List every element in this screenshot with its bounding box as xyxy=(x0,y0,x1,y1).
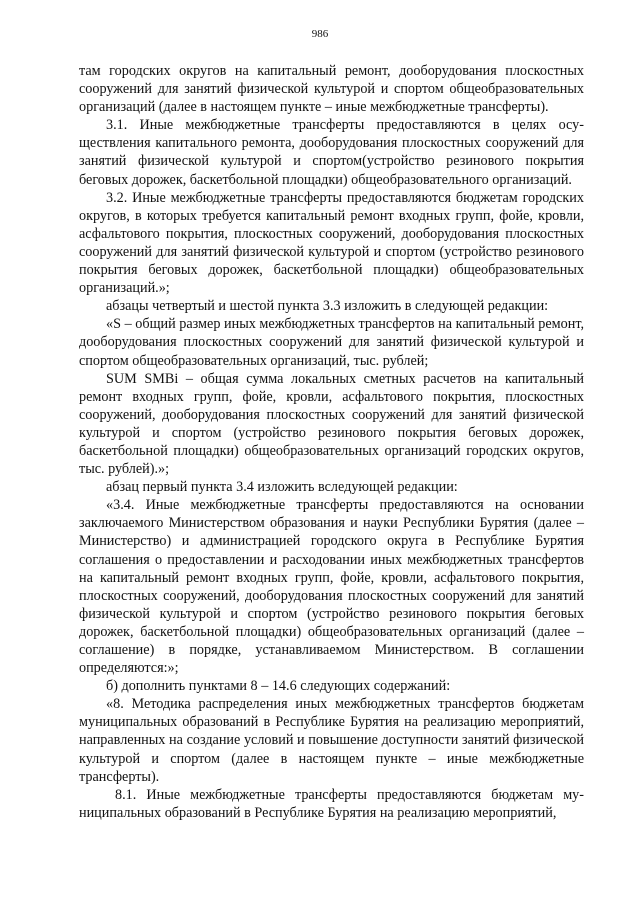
paragraph-3-4: «3.4. Иные межбюджетные трансферты предоставляются на основании заключаемого Министерством образования и науки Республики Бурятия (далее – Министерство) и администрацией городского округа в Республике Бурятия соглашения о предоставлении и расходовании иных межбюджетных трансфертов на капитальный ремонт входных групп, фойе, кровли, асфальтового покрытия, плоскостных сооружений, дооборудования плоскостных сооружений для занятий физической культурой и спортом (устройство резинового покрытия беговых дорожек, баскетбольной площадки) общеобразовательных организаций (далее – соглашение) в порядке, устанавливаемом Министерством. В соглашении определяются:»; xyxy=(79,497,584,677)
paragraph-8-1: 8.1. Иные межбюджетные трансферты предоставляются бюджетам муниципальных образований в Республике Бурятия на реализацию мероприятий, xyxy=(79,786,584,821)
paragraph-3-2: 3.2. Иные межбюджетные трансферты предоставляются бюджетам городских округов, в которых требуется капитальный ремонт входных групп, фойе, кровли, асфальтового покрытия, плоскостных сооружений, дооборудования плоскостных сооружений для занятий физической культурой и спортом (устройство резинового покрытия беговых дорожек, баскетбольной площадки) общеобразовательных организаций.»; xyxy=(79,189,584,297)
paragraph-amend-3-3: абзацы четвертый и шестой пункта 3.3 изложить в следующей редакции: xyxy=(106,298,549,315)
paragraph-sum-smbi-definition: SUM SMBi – общая сумма локальных сметных расчетов на капитальный ремонт входных групп, фойе, кровли, асфальтового покрытия, плоскостных сооружений, дооборудования плоскостных сооружений для занятий физической культурой и спортом (устройство резинового покрытия беговых дорожек, баскетбольной площадки) общеобразовательных организаций городских округов, тыс. рублей).»; xyxy=(79,370,584,478)
paragraph-8: «8. Методика распределения иных межбюджетных трансфертов бюджетам муниципальных образований в Республике Бурятия на реализацию мероприятий, направленных на создание условий и повышение доступности занятий физической культурой и спортом (далее в настоящем пункте – иные межбюджетные трансферты). xyxy=(79,696,584,785)
paragraph-continuation: там городских округов на капитальный ремонт, дооборудования плоскостных сооружений для занятий физической культурой и спортом общеобразовательных организаций (далее в настоящем пункте – иные межбюджетные трансферты). xyxy=(79,63,584,116)
document-body xyxy=(79,62,584,822)
paragraph-add-points: б) дополнить пунктами 8 – 14.6 следующих содержаний: xyxy=(106,678,451,695)
page-number: 986 xyxy=(311,28,329,40)
paragraph-amend-3-4: абзац первый пункта 3.4 изложить вследующей редакции: xyxy=(106,479,458,496)
paragraph-s-definition: «S – общий размер иных межбюджетных трансфертов на капитальный ремонт, дооборудования плоскостных сооружений для занятий физической культурой и спортом общеобразовательных организаций, тыс. рублей; xyxy=(79,316,584,369)
paragraph-3-1: 3.1. Иные межбюджетные трансферты предоставляются в целях осуществления капитального ремонта, дооборудования плоскостных сооружений для занятий физической культурой и спортом(устройство резинового покрытия беговых дорожек, баскетбольной площадки) общеобразовательного организаций. xyxy=(79,117,584,188)
